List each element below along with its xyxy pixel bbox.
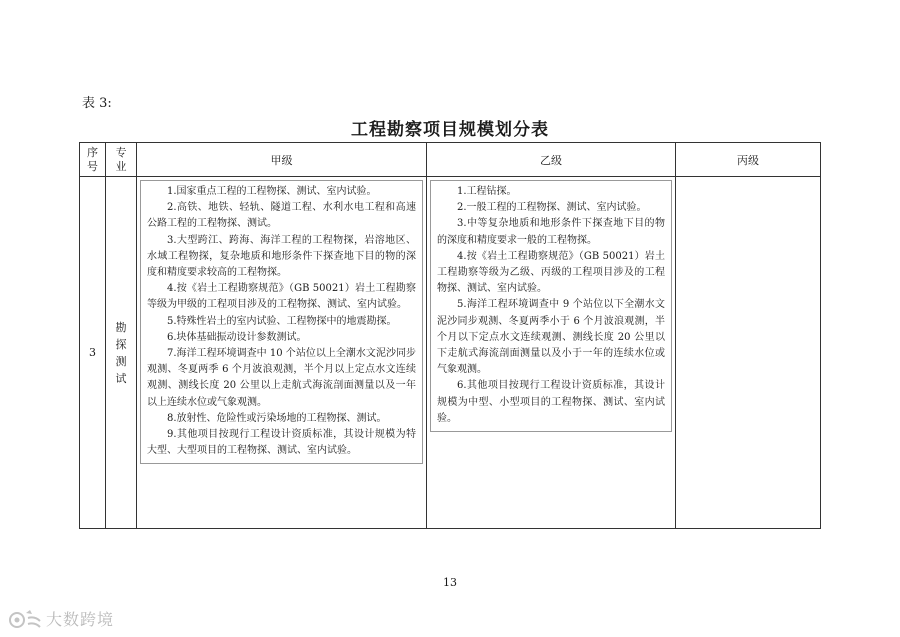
watermark bbox=[8, 607, 114, 630]
page-number: 13 bbox=[443, 576, 457, 589]
grade-b-list bbox=[430, 180, 672, 432]
list-item: 1.国家重点工程的工程物探、测试、室内试验。 bbox=[167, 186, 377, 197]
header-major-label: 专 业 bbox=[115, 145, 127, 173]
list-item: 3.中等复杂地质和地形条件下探查地下目的物的深度和精度要求一般的工程物探。 bbox=[437, 218, 665, 246]
list-item: 7.海洋工程环境调查中 10 个站位以上全潮水文泥沙同步观测、冬夏两季 6 个月波浪观测，半个月以上定点水文连续观测、测线长度 20 公里以上走航式海流剖面测量以及一年以上连续水位或气象观测。 bbox=[147, 348, 416, 408]
list-item: 8.放射性、危险性或污染场地的工程物探、测试。 bbox=[167, 412, 387, 424]
list-item: 1.工程钻探。 bbox=[457, 186, 517, 197]
list-item: 4.按《岩土工程勘察规范》（GB 50021）岩土工程勘察等级为甲级的工程项目涉及的工程物探、测试、室内试验。 bbox=[147, 283, 416, 311]
list-item: 4.按《岩土工程勘察规范》（GB 50021）岩土工程勘察等级为乙级、丙级的工程项目涉及的工程物探、测试、室内试验。 bbox=[437, 250, 665, 295]
header-row bbox=[80, 143, 821, 177]
header-grade-c: 丙级 bbox=[676, 143, 821, 177]
grade-c-cell bbox=[676, 177, 821, 529]
major-text: 勘探测试 bbox=[115, 320, 127, 385]
scale-classification-table bbox=[79, 142, 821, 529]
list-item: 5.海洋工程环境调查中 9 个站位以下全潮水文泥沙同步观测、冬夏两季小于 6 个月波浪观测，半个月以下定点水文连续观测、测线长度 20 公里以下走航式海流剖面测量以及小于一年的连续水位或气象观测。 bbox=[437, 299, 665, 376]
grade-a-cell bbox=[137, 177, 427, 529]
row-number: 3 bbox=[80, 177, 106, 529]
document-title: 工程勘察项目规模划分表 bbox=[351, 120, 549, 140]
header-seq-label: 序 号 bbox=[87, 145, 98, 173]
row-major bbox=[106, 177, 137, 529]
table-label: 表 3: bbox=[82, 96, 112, 111]
header-grade-b: 乙级 bbox=[427, 143, 676, 177]
header-seq bbox=[80, 143, 106, 177]
list-item: 6.块体基础振动设计参数测试。 bbox=[167, 331, 307, 343]
list-item: 2.高铁、地铁、轻轨、隧道工程、水利水电工程和高速公路工程的工程物探、测试。 bbox=[147, 202, 416, 230]
grade-b-cell bbox=[427, 177, 676, 529]
watermark-text: 大数跨境 bbox=[46, 610, 115, 629]
header-grade-a: 甲级 bbox=[137, 143, 427, 177]
brand-logo-icon bbox=[8, 608, 42, 630]
table-row bbox=[80, 177, 821, 529]
header-major bbox=[106, 143, 137, 177]
grade-a-list bbox=[140, 180, 423, 464]
list-item: 2.一般工程的工程物探、测试、室内试验。 bbox=[457, 202, 647, 214]
list-item: 6.其他项目按现行工程设计资质标准，其设计规模为中型、小型项目的工程物探、测试、室内试验。 bbox=[437, 380, 665, 424]
list-item: 5.特殊性岩土的室内试验、工程物探中的地震勘探。 bbox=[167, 315, 397, 327]
list-item: 3.大型跨江、跨海、海洋工程的工程物探，岩溶地区、水域工程物探，复杂地质和地形条件下探查地下目的物的深度和精度要求较高的工程物探。 bbox=[147, 234, 416, 279]
list-item: 9.其他项目按现行工程设计资质标准，其设计规模为特大型、大型项目的工程物探、测试、室内试验。 bbox=[147, 429, 416, 457]
